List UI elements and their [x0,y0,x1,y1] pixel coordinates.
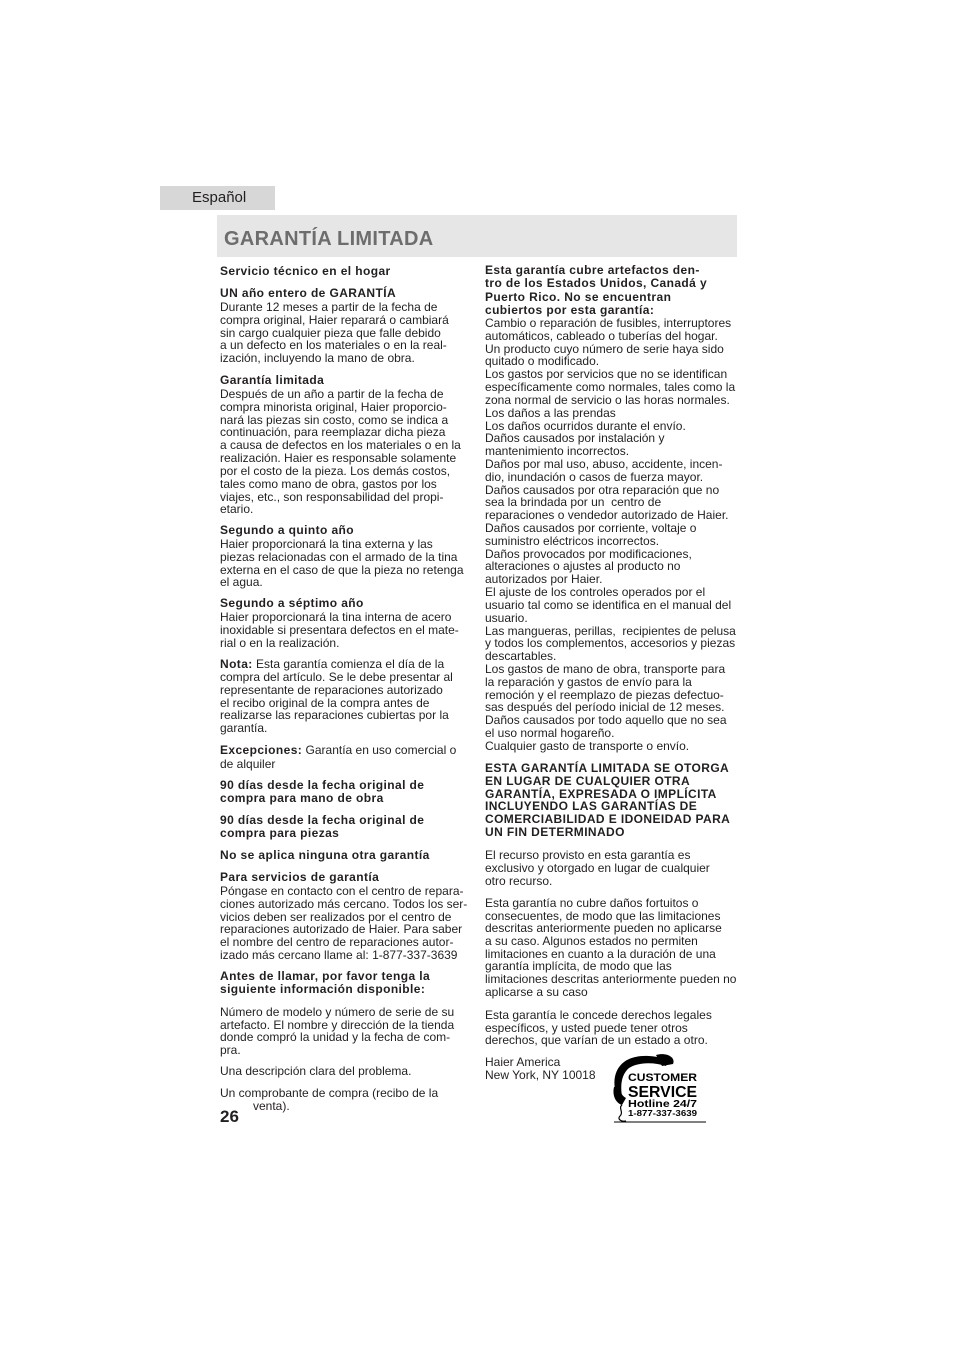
paragraph-line: Haier proporcionará la tina interna de acero [220,609,452,624]
section-body [485,1056,605,1082]
list-item-line: Daños causados por corriente, voltaje o [485,521,697,535]
paragraph-line: garantía. [220,721,268,736]
paragraph-line: Esta garantía no cubre daños fortuitos o [485,896,699,910]
section-body [220,885,472,962]
paragraph-line: Esta garantía le concede derechos legales [485,1008,712,1022]
section-body [485,762,737,839]
paragraph-line: a causa de defectos en los materiales o en la [220,438,461,453]
model-serial-section [220,1006,472,1057]
list-item-line: usuario tal como se identifica en el manual del [485,597,732,612]
paragraph-line: Después de un año a partir de la fecha de [220,386,444,401]
coverage-heading-section [485,264,737,317]
paragraph-line: El recurso provisto en esta garantía es [485,848,691,862]
section-heading: UN año entero de GARANTÍA [220,286,397,300]
logo-customer-text: CUSTOMER [628,1072,698,1084]
list-item-line: el uso normal hogareño. [485,726,615,740]
language-tab [160,186,275,210]
list-item-line: específicamente como normales, tales como la [485,380,736,395]
note-first-line [220,658,472,671]
legal-rights-section [485,1009,737,1047]
remedy-section [485,849,737,888]
note-label: Nota: [220,657,253,671]
section-body [220,814,472,840]
paragraph-line: garantía implícita, de modo que las [485,959,672,974]
note-section [220,658,472,735]
paragraph-line: etario. [220,502,254,517]
section-body [220,1006,472,1057]
bold-line: 90 días desde la fecha original de [220,813,425,827]
section-body [485,264,737,317]
list-item-line: Daños por mal uso, abuso, accidente, incen- [485,456,723,471]
list-item-line: quitado o modificado. [485,354,600,369]
list-item-line: mantenimiento incorrectos. [485,444,630,459]
list-item-line: Daños causados por instalación y [485,431,665,446]
paragraph-line: el agua. [220,575,263,590]
limited-warranty-section [220,374,472,516]
paragraph-line: compra del artículo. Se le debe presentar al [220,669,453,684]
bold-line: ESTA GARANTÍA LIMITADA SE OTORGA [485,761,730,775]
exceptions-section [220,744,472,771]
bold-line: Antes de llamar, por favor tenga la [220,969,431,983]
logo-graphic [612,1052,708,1124]
address-line: Haier America [485,1055,561,1069]
ninety-days-labor-section [220,779,472,805]
paragraph-line: consecuentes, de modo que las limitaciones [485,908,721,923]
paragraph-line: a un defecto en los materiales o en la real- [220,338,447,353]
bold-line: 90 días desde la fecha original de [220,778,425,792]
list-item-line: dio, inundación o casos de fuerza mayor. [485,469,704,484]
logo-phone-text: 1-877-337-3639 [628,1108,698,1118]
paragraph-line: limitaciones en cuanto a la duración de una [485,946,716,961]
home-service-section [220,265,472,278]
list-item-line: Los gastos de mano de obra, transporte para [485,661,726,676]
paragraph-line: el recibo original de la compra antes de [220,695,430,710]
bold-line: Puerto Rico. No se encuentran [485,289,672,304]
paragraph-line: descritas anteriormente pueden no aplicarse [485,921,722,936]
paragraph-line: aplicarse a su caso [485,984,588,999]
warranty-service-section [220,871,472,962]
note-text: Esta garantía comienza el día de la [256,657,445,671]
paragraph-line: vicios deben ser realizados por el centro de [220,909,452,924]
section-heading: Garantía limitada [220,373,325,387]
bold-line: Esta garantía cubre artefactos den- [485,263,700,277]
paragraph-line: por el costo de la pieza. Los demás costos, [220,463,451,478]
list-item-line: Los daños ocurridos durante el envío. [485,418,686,433]
list-item-line: alteraciones o ajustes al producto no [485,559,681,574]
logo-hotline-text: Hotline 24/7 [628,1099,698,1110]
list-item-line: usuario. [485,610,528,625]
ninety-days-parts-section [220,814,472,840]
paragraph-line: continuación, para reemplazar dicha pieza [220,425,446,440]
list-item-line: El ajuste de los controles operados por el [485,585,706,600]
exclusions-list [485,317,737,753]
section-body [220,301,472,365]
full-year-warranty-section [220,287,472,365]
list-item-line: Daños causados por otra reparación que no [485,482,720,497]
paragraph-line: otro recurso. [485,874,553,888]
paragraph-line: donde compró la unidad y la fecha de com- [220,1030,451,1045]
list-item-line: Cualquier gasto de transporte o envío. [485,738,690,753]
list-item-line: Las mangueras, perillas, recipientes de pelusa [485,623,736,638]
page-number: 26 [220,1107,239,1126]
paragraph-line: sin cargo cualquier pieza que falle debido [220,325,441,340]
paragraph-line: pra. [220,1043,241,1058]
list-item-line: Los gastos por servicios que no se identifican [485,367,728,382]
bold-line: siguiente información disponible: [220,982,426,997]
paragraph-line: tales como mano de obra, gastos por los [220,476,437,491]
paragraph-line: reparaciones autorizado de Haier. Para saber [220,922,463,937]
paragraph-line: venta). [253,1098,290,1113]
paragraph-line: artefacto. El nombre y dirección de la tienda [220,1017,455,1032]
paragraph-line: ciones autorizado más cercano. Todos los ser- [220,896,468,911]
paragraph-line: compra minorista original, Haier proporcio- [220,399,447,414]
paragraph-line: viajes, etc., son responsabilidad del propi- [220,489,444,504]
list-item-line: Daños provocados por modificaciones, [485,546,692,561]
bold-line: INCLUYENDO LAS GARANTÍAS DE [485,799,698,814]
paragraph-line: Haier proporcionará la tina externa y las [220,536,433,551]
proof-of-purchase-section [220,1087,472,1113]
logo-service-text: SERVICE [628,1084,698,1101]
paragraph-line: a su caso. Algunos estados no permiten [485,934,698,949]
paragraph-line: realizarse las reparaciones cubiertas por la [220,708,449,723]
bold-line: compra para mano de obra [220,791,384,805]
list-item-line: sas después del período inicial de 12 meses. [485,700,725,715]
list-item-line: suministro eléctricos incorrectos. [485,533,660,548]
section-body [220,758,472,771]
exceptions-label: Excepciones: [220,743,303,757]
list-item-line: Cambio o reparación de fusibles, interruptores [485,316,732,330]
list-item-line: la reparación y gastos de envío para la [485,674,692,689]
section-body [220,611,472,650]
customer-service-logo [612,1052,708,1124]
list-item-line: Los daños a las prendas [485,405,616,420]
bold-line: GARANTÍA, EXPRESADA O IMPLÍCITA [485,786,717,801]
paragraph-line: Un comprobante de compra (recibo de la [220,1086,439,1100]
bold-line: tro de los Estados Unidos, Canadá y [485,276,708,291]
bold-line: COMERCIABILIDAD E IDONEIDAD PARA [485,812,731,827]
paragraph-line: derechos, que varían de un estado a otro. [485,1033,708,1047]
title-bar [217,215,737,257]
section-body [220,970,472,997]
section-body [485,849,737,888]
paragraph-line: Póngase en contacto con el centro de repara- [220,883,464,898]
address-line: New York, NY 10018 [485,1068,596,1082]
list-item-line: descartables. [485,649,557,664]
paragraph-line: de alquiler [220,756,276,771]
problem-description-section [220,1065,472,1078]
paragraph-line: inoxidable si presentara defectos en el mate- [220,622,459,637]
list-item-line: zona normal de servicio o las horas normales. [485,392,730,407]
section-body [485,897,737,999]
exceptions-first-line [220,744,472,757]
second-to-seventh-year-section [220,597,472,649]
paragraph-line: externa en el caso de que la pieza no retenga [220,562,464,577]
list-item-line: remoción y el reemplazo de piezas defectuo- [485,687,724,702]
list-item-line: sea la brindada por un centro de [485,495,662,510]
second-to-fifth-year-section [220,524,472,589]
section-body [485,317,737,753]
paragraph-line: rial o en la realización. [220,635,340,650]
paragraph-line: el nombre del centro de reparaciones autor- [220,935,454,950]
section-heading: Segundo a séptimo año [220,596,364,610]
page-title: GARANTÍA LIMITADA [224,228,434,250]
list-item-line: Daños causados por todo aquello que no sea [485,713,727,728]
list-item-line: autorizados por Haier. [485,572,603,587]
paragraph-line: exclusivo y otorgado en lugar de cualquier [485,861,710,875]
bold-line: EN LUGAR DE CUALQUIER OTRA [485,773,691,788]
language-tab-label: Español [192,189,247,206]
section-body [220,671,472,735]
disclaimer-section [485,762,737,839]
section-body [220,538,472,589]
section-heading: Para servicios de garantía [220,870,380,884]
list-item-line: reparaciones o vendedor autorizado de Haier. [485,508,729,523]
paragraph-line: Número de modelo y número de serie de su [220,1005,455,1019]
paragraph-line: representante de reparaciones autorizado [220,682,443,697]
section-heading: No se aplica ninguna otra garantía [220,848,430,862]
section-body [220,388,472,516]
bold-line: UN FIN DETERMINADO [485,824,625,839]
paragraph-line: Una descripción clara del problema. [220,1064,412,1078]
before-calling-section [220,970,472,997]
list-item-line: automáticos, cableado o tuberías del hogar. [485,328,718,343]
exceptions-text: Garantía en uso comercial o [305,743,457,757]
paragraph-line: ización, incluyendo la mano de obra. [220,351,415,366]
paragraph-line: izado más cercano llame al: 1-877-337-3639 [220,948,458,963]
paragraph-line: Durante 12 meses a partir de la fecha de [220,299,438,314]
company-address [485,1056,605,1082]
paragraph-line: piezas relacionadas con el armado de la tina [220,549,458,564]
paragraph-line: compra original, Haier reparará o cambiará [220,312,449,327]
bold-line: cubiertos por esta garantía: [485,302,655,317]
bold-line: compra para piezas [220,826,340,840]
section-heading: Servicio técnico en el hogar [220,264,391,278]
paragraph-line: realización. Haier es responsable solamente [220,451,457,466]
section-body [485,1009,737,1047]
list-item-line: Un producto cuyo número de serie haya sido [485,341,724,356]
paragraph-line: limitaciones descritas anteriormente pueden no [485,972,737,987]
no-other-warranty-section [220,849,472,862]
section-body [220,779,472,805]
consequential-damages-section [485,897,737,999]
section-heading: Segundo a quinto año [220,523,354,537]
paragraph-line: específicos, y usted puede tener otros [485,1020,688,1035]
list-item-line: y todos los complementos, accesorios y piezas [485,636,736,651]
paragraph-line: nará las piezas sin costo, como se indica a [220,412,449,427]
